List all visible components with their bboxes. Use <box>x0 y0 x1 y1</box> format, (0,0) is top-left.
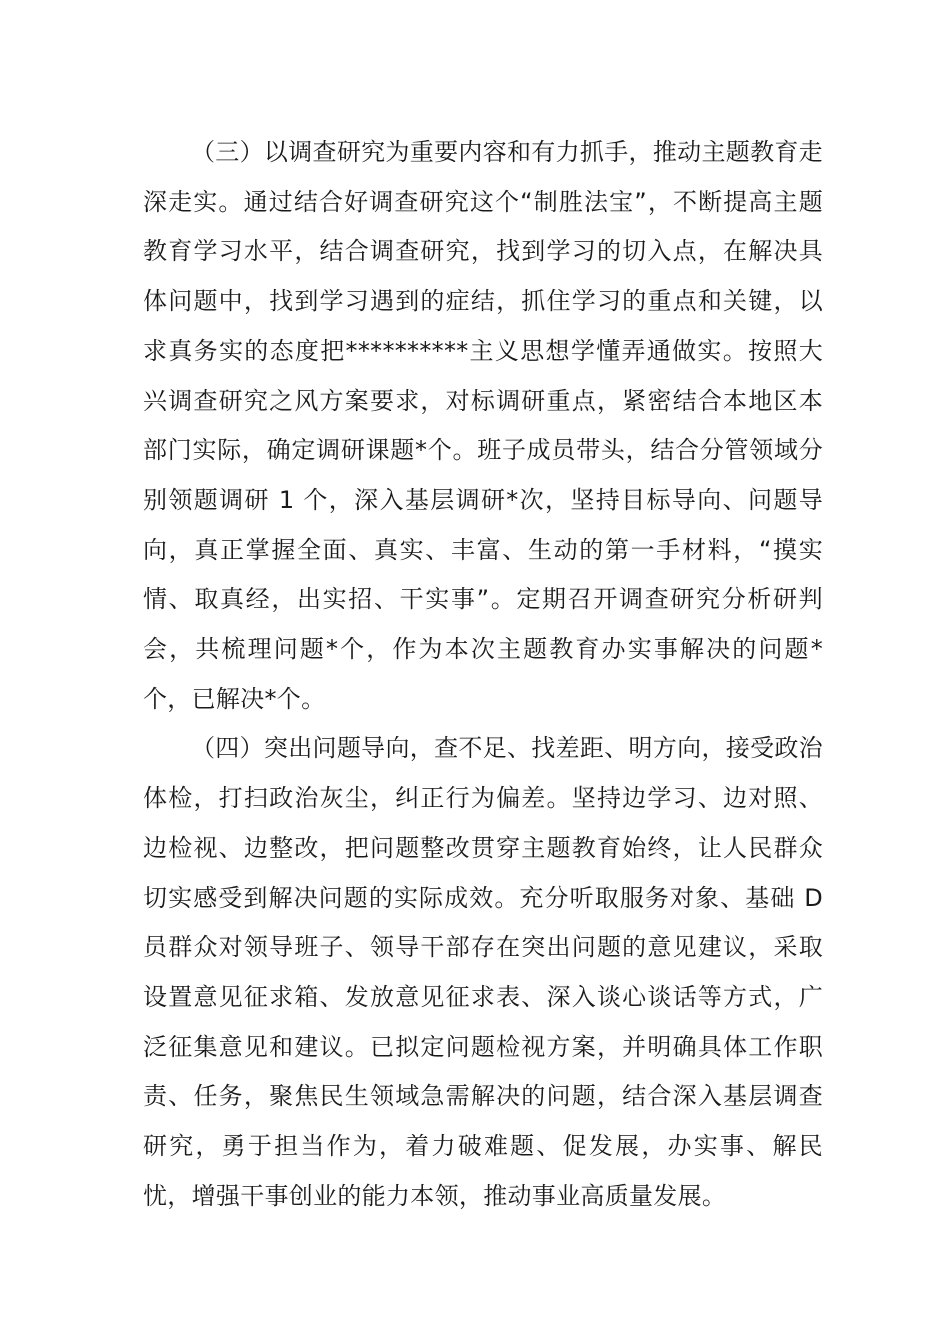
paragraph-section-4: （四）突出问题导向，查不足、找差距、明方向，接受政治体检，打扫政治灰尘，纠正行为偏差。坚持边学习、边对照、边检视、边整改，把问题整改贯穿主题教育始终，让人民群众切实感受到解决问题的实际成效。充分听取服务对象、基础 D 员群众对领导班子、领导干部存在突出问题的意见建议，采取设置意见征求箱、发放意见征求表、深入谈心谈话等方式，广泛征集意见和建议。已拟定问题检视方案，并明确具体工作职责、任务，聚焦民生领域急需解决的问题，结合深入基层调查研究，勇于担当作为，着力破难题、促发展，办实事、解民忧，增强干事创业的能力本领，推动事业高质量发展。 <box>143 734 823 1210</box>
document-body <box>143 128 823 1221</box>
paragraph-section-3: （三）以调查研究为重要内容和有力抓手，推动主题教育走深走实。通过结合好调查研究这个“制胜法宝”，不断提高主题教育学习水平，结合调查研究，找到学习的切入点，在解决具体问题中，找到学习遇到的症结，抓住学习的重点和关键，以求真务实的态度把**********主义思想学懂弄通做实。按照大兴调查研究之风方案要求，对标调研重点，紧密结合本地区本部门实际，确定调研课题*个。班子成员带头，结合分管领域分别领题调研 1 个，深入基层调研*次，坚持目标导向、问题导向，真正掌握全面、真实、丰富、生动的第一手材料，“摸实情、取真经，出实招、干实事”。定期召开调查研究分析研判会，共梳理问题*个，作为本次主题教育办实事解决的问题*个，已解决*个。 <box>143 138 823 713</box>
